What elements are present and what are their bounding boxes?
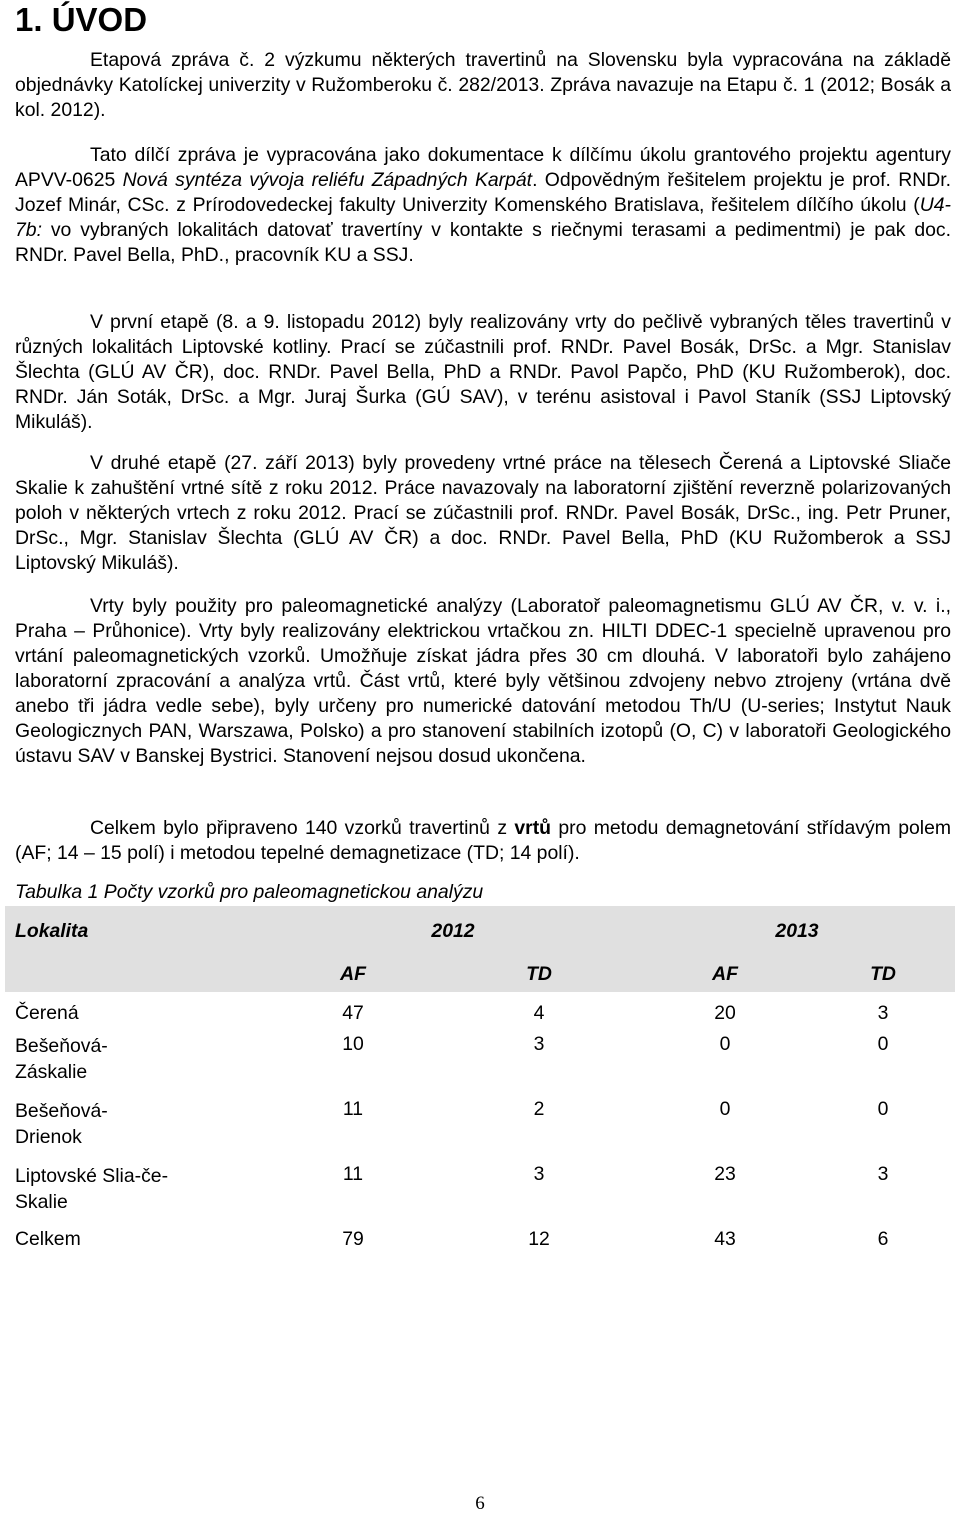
paragraph-project xyxy=(15,143,951,268)
paragraph-intro: Etapová zpráva č. 2 výzkumu některých travertinů na Slovensku byla vypracována na základě objednávky Katolíckej univerzity v Ružomberoku č. 282/2013. Zpráva navazuje na Etapu č. 1 (2012; Bosák a kol. 2012). xyxy=(15,49,951,121)
project-text-2: . Odpovědným řešitelem projektu je prof. RNDr. Jozef Minár, CSc. z Prírodovedeckej fakulty Univerzity Komenského Bratislava, řešitelem dílčího úkolu ( xyxy=(15,169,951,216)
project-text-3: vo vybraných lokalitách datovať travertíny v kontakte s riečnymi terasami a pedimentmi) je pak doc. RNDr. Pavel Bella, PhD., pracovník KU a SSJ. xyxy=(15,219,951,266)
subheader-empty xyxy=(5,957,267,992)
table-caption: Tabulka 1 Počty vzorků pro paleomagnetickou analýzu xyxy=(15,881,484,903)
row-lokalita: Celkem xyxy=(15,1228,81,1250)
table-row-total xyxy=(5,1225,955,1259)
row-value: 12 xyxy=(528,1228,550,1250)
project-text-1: Tato dílčí zpráva je vypracována jako dokumentace k dílčímu úkolu grantového projektu agentury APVV-0625 xyxy=(15,144,951,191)
row-lokalita: Bešeňová-Záskalie xyxy=(15,1035,108,1083)
header-lokalita: Lokalita xyxy=(15,920,89,942)
row-value: 3 xyxy=(533,1163,545,1185)
row-value: 0 xyxy=(719,1098,731,1120)
table-header-row xyxy=(5,906,955,957)
samples-table xyxy=(5,906,955,1259)
project-title: Nová syntéza vývoja reliéfu Západných Karpát xyxy=(122,169,533,191)
paragraph-samples xyxy=(15,816,951,866)
row-value: 43 xyxy=(714,1228,736,1250)
row-lokalita: Bešeňová-Drienok xyxy=(15,1100,108,1148)
row-value: 3 xyxy=(533,1033,545,1055)
row-value: 10 xyxy=(342,1033,364,1055)
samples-text-2: pro metodu demagnetování střídavým polem (AF; 14 – 15 polí) i metodou tepelné demagnetizace (TD; 14 polí). xyxy=(15,817,952,864)
table-row xyxy=(5,1160,955,1225)
row-value: 6 xyxy=(877,1228,889,1250)
paragraph-first-stage: V první etapě (8. a 9. listopadu 2012) byly realizovány vrty do pečlivě vybraných těles travertinů v různých lokalitách Liptovské kotliny. Prací se zúčastnili prof. RNDr. Pavel Bosák, DrSc. a Mgr. Stanislav Šlechta (GLÚ AV ČR), doc. RNDr. Pavel Bella, PhD a RNDr. Pavol Papčo, PhD (KU Ružomberok), doc. RNDr. Ján Soták, DrSc. a Mgr. Juraj Šurka (GÚ SAV), v terénu asistoval i Pavol Staník (SSJ Liptovský Mikuláš). xyxy=(15,311,951,433)
page-number: 6 xyxy=(475,1493,485,1514)
subheader-af-2012: AF xyxy=(340,963,366,985)
row-value: 4 xyxy=(533,1002,545,1024)
subheader-td-2012: TD xyxy=(526,963,552,985)
row-value: 11 xyxy=(342,1098,364,1120)
row-value: 11 xyxy=(342,1163,364,1185)
row-value: 47 xyxy=(342,1002,364,1024)
row-value: 3 xyxy=(877,1163,889,1185)
task-code: U4-7b: xyxy=(15,194,951,241)
subheader-td-2013: TD xyxy=(870,963,896,985)
row-value: 79 xyxy=(342,1228,364,1250)
row-value: 0 xyxy=(877,1033,889,1055)
samples-bold: vrtů xyxy=(514,817,552,839)
row-value: 0 xyxy=(877,1098,889,1120)
header-year-2012: 2012 xyxy=(431,920,475,942)
section-heading: 1. ÚVOD xyxy=(15,1,148,38)
row-value: 3 xyxy=(877,1002,889,1024)
table-row xyxy=(5,992,955,1030)
row-value: 2 xyxy=(533,1098,545,1120)
header-year-2013: 2013 xyxy=(775,920,819,942)
subheader-af-2013: AF xyxy=(712,963,738,985)
row-value: 20 xyxy=(714,1002,736,1024)
table-row xyxy=(5,1095,955,1160)
paragraph-second-stage: V druhé etapě (27. září 2013) byly provedeny vrtné práce na tělesech Čerená a Liptovské Sliače Skalie k zahuštění vrtné sítě z roku 2012. Práce navazovaly na laboratorní zjištění reverzně polarizovaných poloh v některých vrtech z roku 2012. Prací se zúčastnili prof. RNDr. Pavel Bosák, DrSc., ing. Petr Pruner, DrSc., Mgr. Stanislav Šlechta (GLÚ AV ČR) a doc. RNDr. Pavel Bella, PhD (KU Ružomberok a SSJ Liptovský Mikuláš). xyxy=(15,452,951,574)
table-row xyxy=(5,1030,955,1095)
table-subheader-row xyxy=(5,957,955,992)
samples-text-1: Celkem bylo připraveno 140 vzorků travertinů z xyxy=(90,817,515,839)
row-value: 0 xyxy=(719,1033,731,1055)
row-value: 23 xyxy=(714,1163,736,1185)
paragraph-analysis: Vrty byly použity pro paleomagnetické analýzy (Laboratoř paleomagnetismu GLÚ AV ČR, v. v. i., Praha – Průhonice). Vrty byly realizovány elektrickou vrtačkou zn. HILTI DDEC-1 specielně upravenou pro vrtání paleomagnetických vzorků. Umožňuje získat jádra přes 30 cm dlouhá. V laboratoři bylo zahájeno laboratorní zpracování a analýza vrtů. Část vrtů, které byly většinou zdvojeny nebvo ztrojeny (vrtána dvě anebo tři jádra vedle sebe), byly určeny pro numerické datování metodou Th/U (U-series; Instytut Nauk Geologicznych PAN, Warszawa, Polsko) a pro stanovení stabilních izotopů (O, C) v laboratoři Geologického ústavu SAV v Banskej Bystrici. Stanovení nejsou dosud ukončena. xyxy=(15,595,951,767)
row-lokalita: Liptovské Slia-če-Skalie xyxy=(15,1165,169,1213)
row-lokalita: Čerená xyxy=(15,1002,79,1024)
